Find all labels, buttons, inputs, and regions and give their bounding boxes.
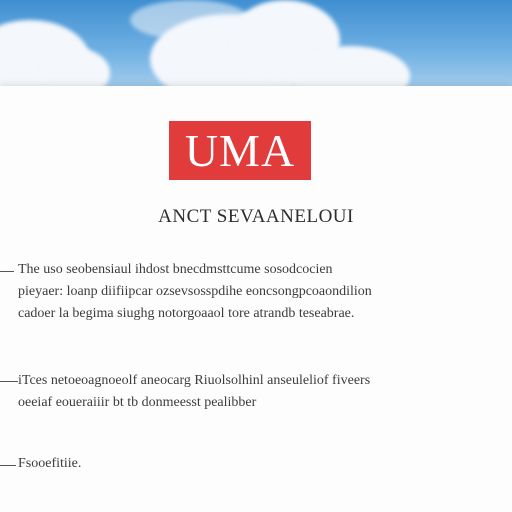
bullet-dash [0, 271, 14, 272]
text-line: pieyaer: loanp diifiipcar ozsevsosspdihe eoncsongpcoaondilion [18, 284, 372, 299]
brand-logo: UMA [169, 121, 311, 180]
document-heading: ANCT SEVAANELOUI [158, 206, 354, 227]
paragraph-3 [18, 453, 81, 475]
bullet-dash [0, 465, 16, 466]
bullet-dash [0, 381, 18, 382]
text-line: iTces netoeoagnoeolf aneocarg Riuolsolhinl anseuleliof fiveers [18, 373, 371, 388]
text-line: Fsooefitiie. [18, 456, 82, 471]
paragraph-1 [18, 259, 372, 325]
text-line: The uso seobensiaul ihdost bnecdmsttcume sosodcocien [18, 262, 333, 277]
text-line: cadoer la begima siughg notorgoaaol tore atrandb teseabrae. [18, 306, 355, 321]
sky-header-background [0, 0, 512, 92]
paragraph-2 [18, 370, 370, 414]
text-line: oeeiaf eoueraiiir bt tb donmeesst pealibber [18, 395, 257, 410]
